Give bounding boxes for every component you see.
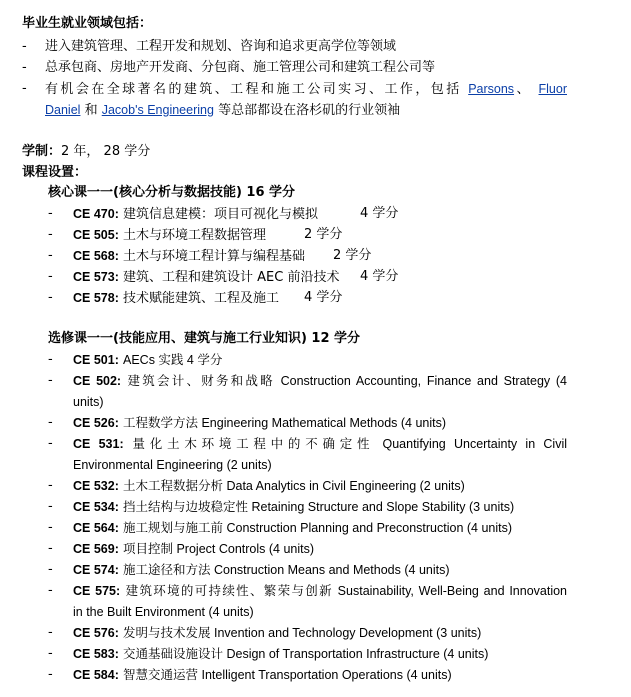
course-line <box>73 288 279 309</box>
course-line <box>73 560 450 581</box>
course-code: CE 534: <box>73 500 119 514</box>
course-name: 建筑信息建模：项目可视化与模拟 <box>123 207 319 222</box>
fluor-daniel-link-part1[interactable]: Fluor <box>538 82 567 96</box>
course-line <box>73 225 266 246</box>
course-description: 工程数学方法 Engineering Mathematical Methods (4 units) <box>123 416 447 430</box>
course-dash: - <box>48 206 53 221</box>
course-description: 量化土木环境工程中的不确定性 Quantifying Uncertainty in Civil <box>132 437 567 451</box>
course-description: 项目控制 Project Controls (4 units) <box>123 542 315 556</box>
course-line <box>73 246 305 267</box>
course-description: 施工途径和方法 Construction Means and Methods (4 units) <box>123 563 450 577</box>
course-code: CE 502: <box>73 374 122 388</box>
course-description: 发明与技术发展 Invention and Technology Development (3 units) <box>123 626 482 640</box>
bullet-text: 进入建筑管理、工程开发和规划、咨询和追求更高学位等领域 <box>45 39 397 54</box>
course-line <box>73 581 567 602</box>
course-line <box>73 413 446 434</box>
course-dash: - <box>48 415 53 430</box>
course-code: CE 531: <box>73 437 124 451</box>
course-dash: - <box>48 436 53 451</box>
course-dash: - <box>48 583 53 598</box>
course-code: CE 578: <box>73 291 119 305</box>
course-line <box>73 204 318 225</box>
employment-heading: 毕业生就业领域包括： <box>22 16 153 31</box>
course-code: CE 574: <box>73 563 119 577</box>
bullet-dash: - <box>22 39 27 54</box>
course-dash: - <box>48 667 53 682</box>
course-description: 建筑会计、财务和战略 Construction Accounting, Finance and Strategy (4 <box>127 374 567 388</box>
course-description-continued: Environmental Engineering (2 units) <box>73 458 272 472</box>
course-line <box>73 623 481 644</box>
course-name: 技术赋能建筑、工程及施工 <box>123 291 280 306</box>
course-name: 土木与环境工程数据管理 <box>123 228 267 243</box>
electives-title: 选修课一一(技能应用、建筑与施工行业知识) 12 学分 <box>48 331 361 346</box>
course-description: 智慧交通运营 Intelligent Transportation Operations (4 units) <box>123 668 452 682</box>
course-units: 4 学分 <box>304 290 343 305</box>
course-units: 4 学分 <box>360 269 399 284</box>
course-line <box>73 518 512 539</box>
bullet-text: 总承包商、房地产开发商、分包商、施工管理公司和建筑工程公司等 <box>45 60 436 75</box>
course-description: 挡土结构与边坡稳定性 Retaining Structure and Slope Stability (3 units) <box>123 500 515 514</box>
course-line <box>73 350 222 371</box>
course-line <box>73 644 488 665</box>
course-dash: - <box>48 478 53 493</box>
bullet-dash: - <box>22 60 27 75</box>
course-description: 施工规划与施工前 Construction Planning and Preconstruction (4 units) <box>123 521 513 535</box>
course-dash: - <box>48 520 53 535</box>
course-dash: - <box>48 499 53 514</box>
course-code: CE 573: <box>73 270 119 284</box>
course-dash: - <box>48 227 53 242</box>
course-dash: - <box>48 352 53 367</box>
bullet-dash: - <box>22 81 27 96</box>
course-dash: - <box>48 248 53 263</box>
course-code: CE 568: <box>73 249 119 263</box>
course-code: CE 501: <box>73 353 119 367</box>
course-line <box>73 434 567 455</box>
course-code: CE 564: <box>73 521 119 535</box>
course-units: 2 学分 <box>304 227 343 242</box>
core-title: 核心课一一(核心分析与数据技能) 16 学分 <box>48 185 296 200</box>
course-description: 交通基础设施设计 Design of Transportation Infrastructure (4 units) <box>123 647 489 661</box>
course-code: CE 505: <box>73 228 119 242</box>
duration-line <box>22 142 150 162</box>
course-dash: - <box>48 646 53 661</box>
course-dash: - <box>48 625 53 640</box>
course-description: 建筑环境的可持续性、繁荣与创新 Sustainability, Well-Being and Innovation <box>125 584 568 598</box>
jacobs-engineering-link[interactable]: Jacob's Engineering <box>101 103 214 117</box>
course-dash: - <box>48 373 53 388</box>
course-code: CE 575: <box>73 584 121 598</box>
course-dash: - <box>48 269 53 284</box>
bullet-text-continued: Daniel 和 Jacob's Engineering 等总部都设在洛杉矶的行业领袖 <box>45 103 401 118</box>
parsons-link[interactable]: Parsons <box>468 82 515 96</box>
course-line <box>73 476 465 497</box>
fluor-daniel-link-part2[interactable]: Daniel <box>45 103 81 117</box>
course-name: 土木与环境工程计算与编程基础 <box>123 249 306 264</box>
course-units: 4 学分 <box>360 206 399 221</box>
course-line <box>73 665 452 686</box>
duration-value: 2 年， 28 学分 <box>61 144 151 159</box>
course-line <box>73 497 514 518</box>
bullet-text: 有机会在全球著名的建筑、工程和施工公司实习、工作，包括 Parsons、 Fluor <box>45 82 567 97</box>
course-code: CE 569: <box>73 542 119 556</box>
course-code: CE 584: <box>73 668 119 682</box>
course-code: CE 532: <box>73 479 119 493</box>
course-description: 土木工程数据分析 Data Analytics in Civil Engineering (2 units) <box>123 479 465 493</box>
duration-label: 学制： <box>22 144 62 159</box>
course-line <box>73 267 339 288</box>
course-code: CE 583: <box>73 647 119 661</box>
course-dash: - <box>48 562 53 577</box>
course-dash: - <box>48 290 53 305</box>
course-code: CE 576: <box>73 626 119 640</box>
course-line <box>73 371 567 392</box>
course-code: CE 470: <box>73 207 119 221</box>
course-code: CE 526: <box>73 416 119 430</box>
course-description-continued: units) <box>73 395 104 409</box>
course-name: 建筑、工程和建筑设计 AEC 前沿技术 <box>123 270 340 285</box>
course-description: AECs 实践 4 学分 <box>123 353 223 367</box>
curriculum-label: 课程设置： <box>22 165 88 180</box>
course-dash: - <box>48 541 53 556</box>
course-description-continued: in the Built Environment (4 units) <box>73 605 254 619</box>
course-units: 2 学分 <box>333 248 372 263</box>
course-line <box>73 539 314 560</box>
